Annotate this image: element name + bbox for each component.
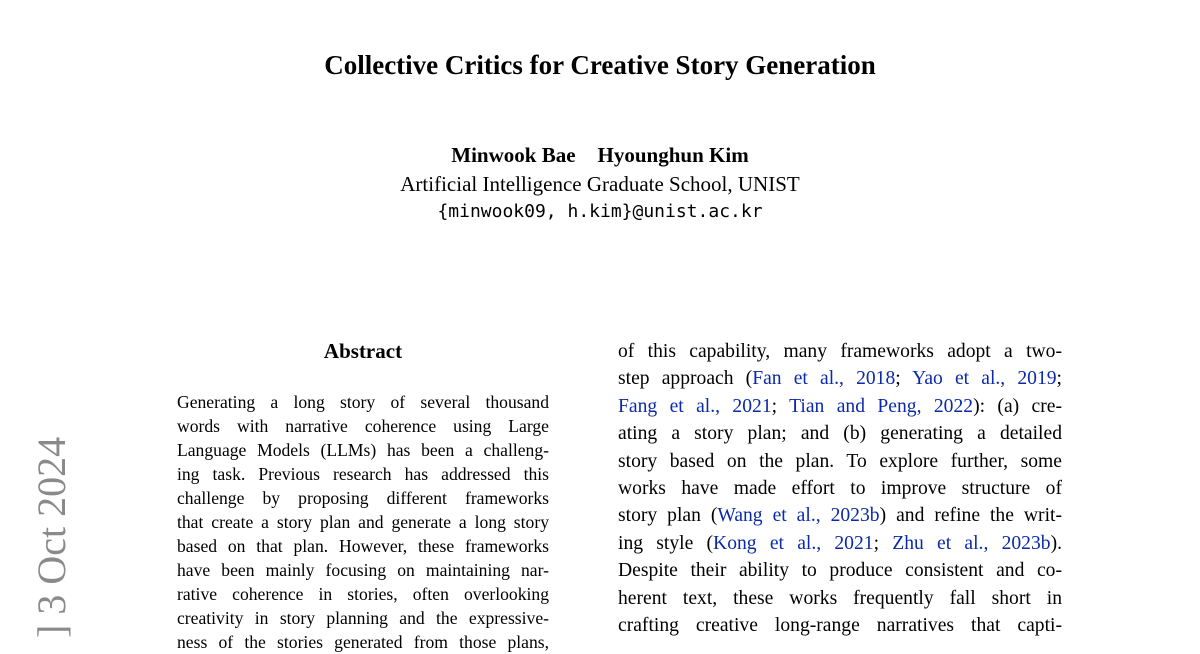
- body-line: herent text, these works frequently fall short in: [618, 587, 1062, 609]
- citation-link[interactable]: Wang et al., 2023b: [717, 505, 880, 527]
- citation-link[interactable]: Fan et al., 2018: [752, 368, 896, 390]
- body-line: Fang et al., 2021; Tian and Peng, 2022): (a) cre-: [618, 395, 1062, 417]
- body-line: story based on the plan. To explore further, some: [618, 450, 1062, 472]
- body-line: story plan (Wang et al., 2023b) and refine the writ-: [618, 505, 1062, 527]
- body-line: ing style (Kong et al., 2021; Zhu et al., 2023b).: [618, 532, 1063, 554]
- body-line: ating a story plan; and (b) generating a detailed: [618, 423, 1062, 445]
- citation-link[interactable]: Zhu et al., 2023b: [892, 532, 1051, 554]
- body-line: of this capability, many frameworks adopt a two-: [618, 341, 1062, 362]
- abstract-line: creativity in story planning and the expressive-: [177, 608, 549, 628]
- citation-link[interactable]: Fang et al., 2021: [618, 395, 772, 417]
- author-email: {minwook09, h.kim}@unist.ac.kr: [437, 201, 763, 222]
- abstract-line: rative coherence in stories, often overlooking: [177, 584, 549, 604]
- body-line: step approach (Fan et al., 2018; Yao et al., 2019;: [618, 368, 1062, 390]
- abstract-line: Generating a long story of several thousand: [177, 392, 549, 412]
- abstract-line: based on that plan. However, these frameworks: [177, 536, 549, 556]
- introduction-text: [618, 338, 1062, 639]
- abstract-line: Language Models (LLMs) has been a challeng-: [177, 440, 549, 460]
- abstract-line: have been mainly focusing on maintaining nar-: [177, 560, 549, 580]
- body-line: works have made effort to improve structure of: [618, 477, 1062, 499]
- author-name: Hyounghun Kim: [597, 143, 749, 167]
- author-list: [0, 141, 1200, 169]
- body-line: Despite their ability to produce consistent and co-: [618, 560, 1062, 582]
- paper-title: Collective Critics for Creative Story Generation: [324, 50, 876, 80]
- abstract-heading: Abstract: [323, 339, 403, 363]
- abstract-line: ness of the stories generated from those plans,: [177, 632, 549, 652]
- citation-link[interactable]: Yao et al., 2019: [912, 368, 1057, 390]
- citation-link[interactable]: Kong et al., 2021: [713, 532, 874, 554]
- abstract-body: [177, 390, 549, 654]
- abstract-line: words with narrative coherence using Large: [177, 416, 549, 436]
- abstract-line: ing task. Previous research has addressed this: [177, 464, 549, 484]
- citation-link[interactable]: Tian and Peng, 2022: [789, 395, 974, 417]
- author-name: Minwook Bae: [451, 143, 576, 167]
- abstract-line: that create a story plan and generate a long story: [177, 512, 549, 532]
- body-line: crafting creative long-range narratives that capti-: [618, 614, 1062, 636]
- author-affiliation: Artificial Intelligence Graduate School, UNIST: [400, 172, 800, 196]
- abstract-line: challenge by proposing different frameworks: [177, 488, 549, 508]
- arxiv-side-stamp: ] 3 Oct 2024: [29, 436, 74, 638]
